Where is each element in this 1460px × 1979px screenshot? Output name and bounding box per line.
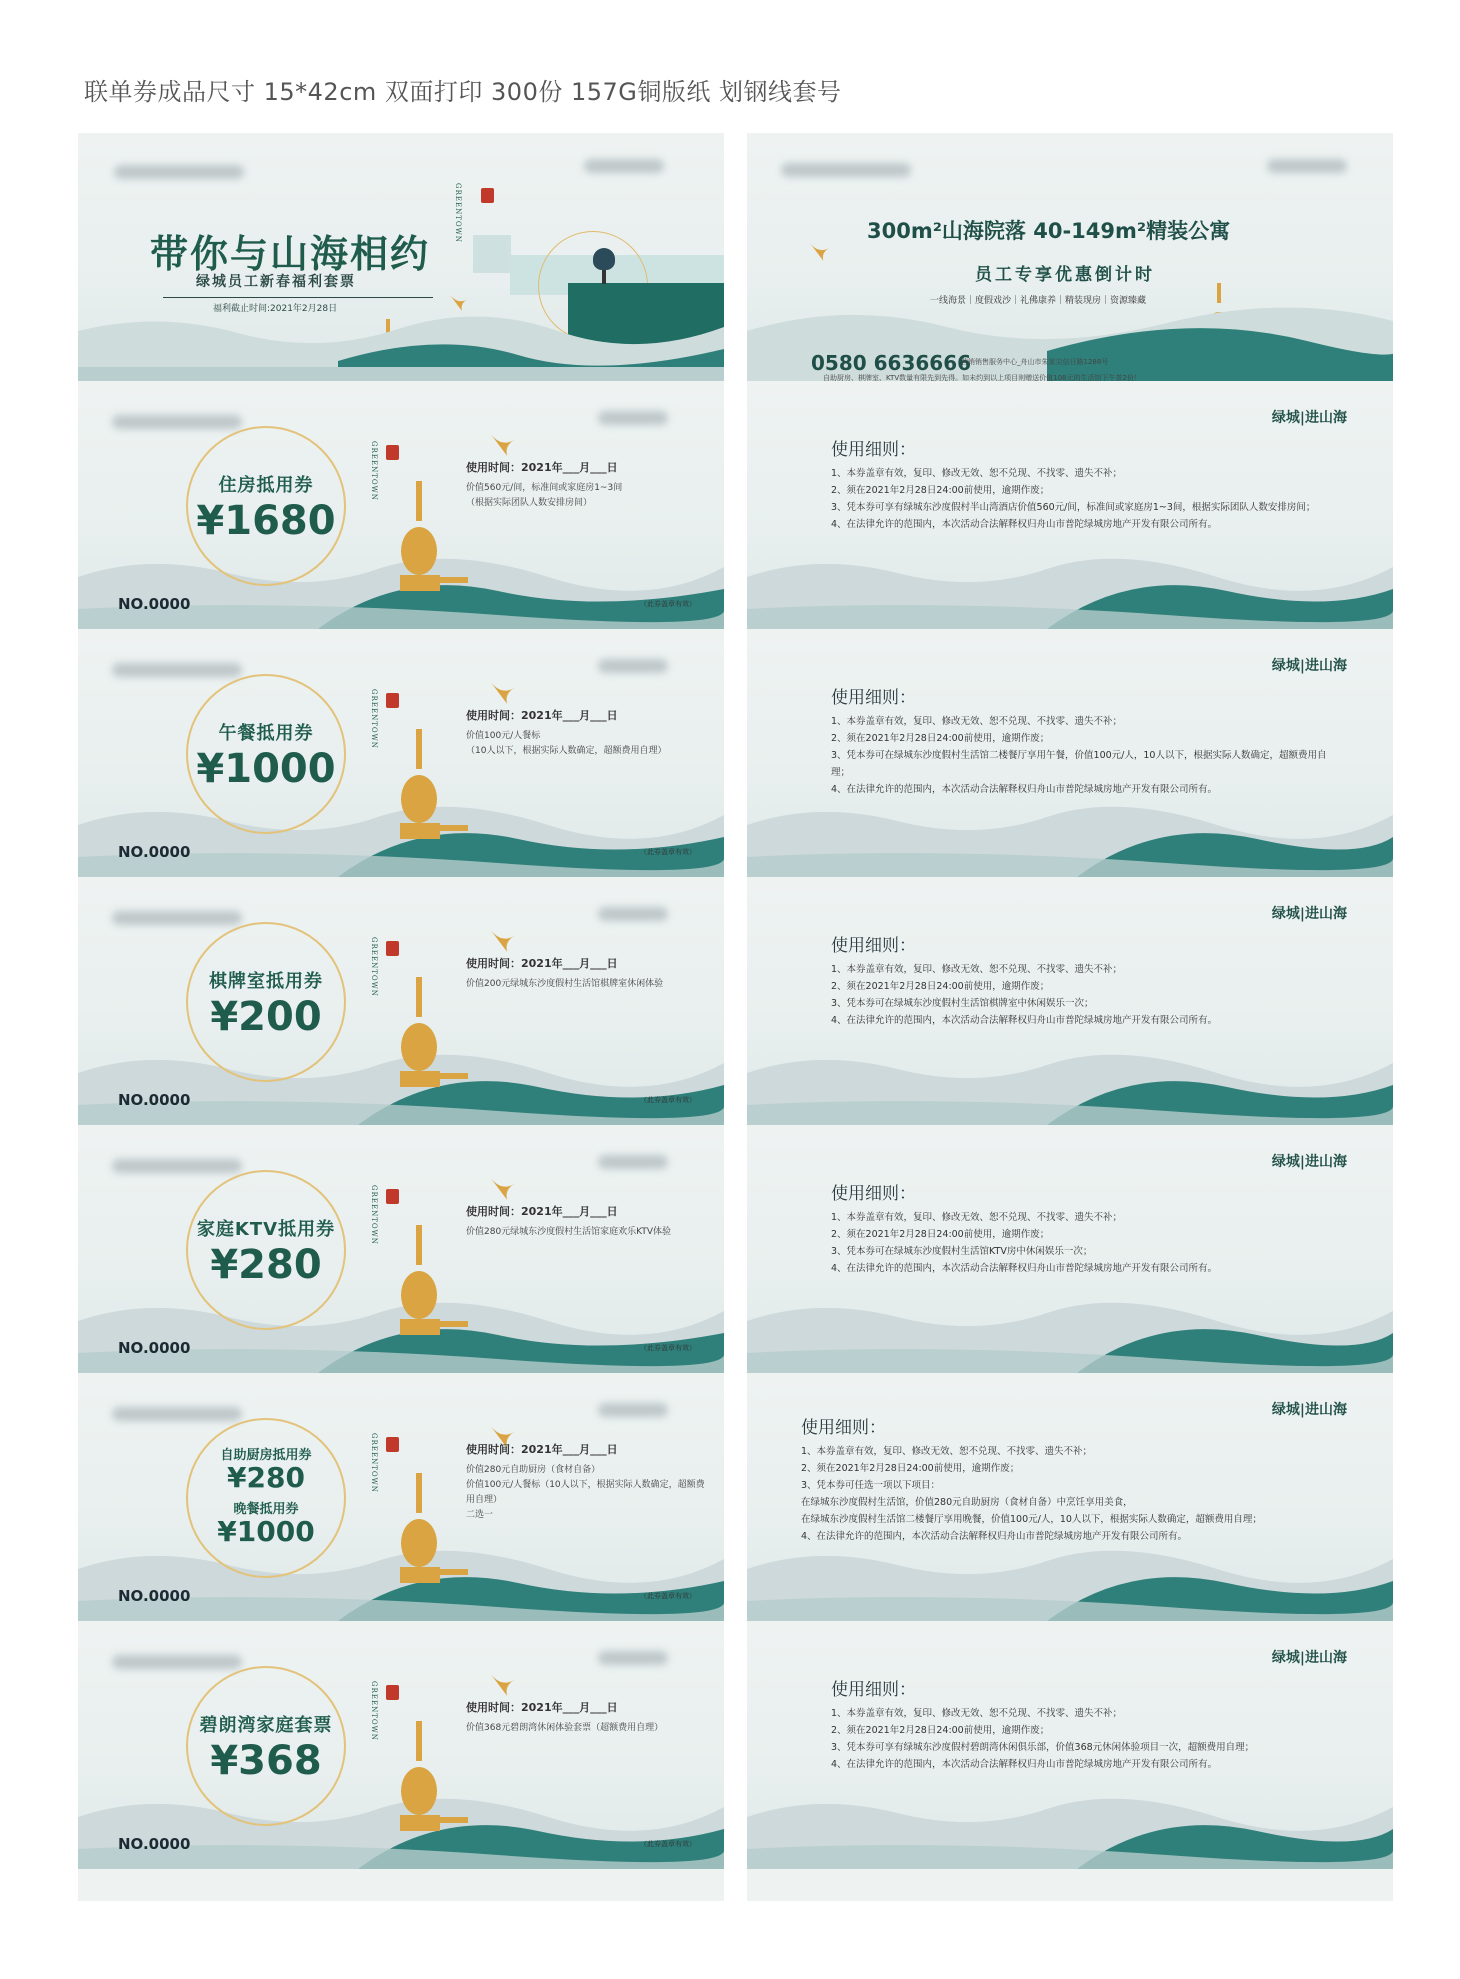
- rule-item: 4、在法律允许的范围内，本次活动合法解释权归舟山市普陀绿城房地产开发有限公司所有。: [831, 1759, 1218, 1770]
- coupon-panel: [78, 381, 724, 629]
- coupon-price: ¥368: [210, 1738, 322, 1784]
- description-line: 价值200元绿城东沙度假村生活馆棋牌室休闲体验: [466, 979, 664, 989]
- seal-icon: [386, 1437, 399, 1452]
- serial-number: NO.0000: [118, 1339, 191, 1357]
- coupon-name: 午餐抵用券: [218, 723, 314, 744]
- coupon-panel: [78, 877, 724, 1125]
- coupon-panel: [78, 629, 724, 877]
- coupon-price: ¥280: [227, 1461, 305, 1495]
- blurred-text: [112, 911, 242, 925]
- coupon-description: [466, 977, 706, 992]
- brand-vertical-text: GREENTOWN: [370, 1185, 378, 1245]
- stamp-valid-note: （此券盖章有效）: [640, 600, 696, 608]
- mountain-landscape: [78, 271, 724, 381]
- coupon-value-circle: [186, 674, 346, 834]
- mountain-landscape: [747, 519, 1393, 629]
- coupon-value-circle: [186, 426, 346, 586]
- seal-icon: [481, 188, 494, 203]
- stamp-valid-note: （此券盖章有效）: [640, 848, 696, 856]
- vase-icon: [398, 1721, 468, 1835]
- availability-note: 自助厨房、棋牌室、KTV数量有限先到先得。如未约到以上项目则赠送价值108元的生活馆下午茶2份！: [823, 374, 1141, 381]
- stamp-valid-note: （此券盖章有效）: [640, 1840, 696, 1848]
- seal-icon: [386, 693, 399, 708]
- serial-number: NO.0000: [118, 595, 191, 613]
- coupon-value-circle: [186, 1418, 346, 1578]
- serial-number: NO.0000: [118, 1587, 191, 1605]
- coupon-name: 棋牌室抵用券: [209, 971, 323, 992]
- serial-number: NO.0000: [118, 1091, 191, 1109]
- rule-item: 2、须在2021年2月28日24:00前使用，逾期作废；: [831, 1725, 1050, 1736]
- seal-icon: [386, 445, 399, 460]
- blurred-text: [112, 415, 242, 429]
- blurred-text: [1267, 159, 1347, 173]
- coupon-back-column: [747, 133, 1393, 1901]
- rules-panel: [747, 1125, 1393, 1373]
- coupon-panel: [78, 1125, 724, 1373]
- coupon-description: [466, 729, 706, 759]
- rule-item: 1、本券盖章有效，复印、修改无效、恕不兑现、不找零、遗失不补；: [831, 1212, 1123, 1223]
- use-time-field: 使用时间：2021年___月___日: [466, 1205, 618, 1218]
- mountain-landscape: [747, 1263, 1393, 1373]
- coupon-description: [466, 1721, 706, 1736]
- mountain-landscape: [747, 1759, 1393, 1869]
- greentown-logo: 绿城|进山海: [1271, 906, 1347, 922]
- rules-title: 使用细则：: [831, 688, 916, 708]
- rule-item: 3、凭本券可在绿城东沙度假村生活馆二楼餐厅享用午餐，价值100元/人，10人以下，根据实际人数确定，超额费用自理；: [831, 750, 1327, 778]
- serial-number: NO.0000: [118, 843, 191, 861]
- blurred-text: [112, 1655, 242, 1669]
- description-line: 二选一: [466, 1510, 494, 1520]
- mountain-landscape: [747, 1015, 1393, 1125]
- rule-item: 4、在法律允许的范围内，本次活动合法解释权归舟山市普陀绿城房地产开发有限公司所有。: [831, 1015, 1218, 1026]
- rules-title: 使用细则：: [831, 440, 916, 460]
- rules-panel: [747, 381, 1393, 629]
- coupon-value-circle: [186, 1170, 346, 1330]
- blurred-text: [598, 1403, 668, 1417]
- coupon-price: ¥200: [210, 994, 322, 1040]
- coupon-value-circle: [186, 922, 346, 1082]
- coupon-name-2: 晚餐抵用券: [233, 1502, 299, 1517]
- rule-item: 在绿城东沙度假村生活馆，价值280元自助厨房（食材自备）中烹饪享用美食，: [801, 1497, 1133, 1508]
- coupon-value-circle: [186, 1666, 346, 1826]
- coupon-description: [466, 481, 706, 511]
- use-time-field: 使用时间：2021年___月___日: [466, 461, 618, 474]
- rules-title: 使用细则：: [831, 936, 916, 956]
- description-line: （根据实际团队人数安排房间）: [466, 498, 593, 508]
- greentown-logo: 绿城|进山海: [1271, 1650, 1347, 1666]
- blurred-text: [584, 159, 664, 173]
- description-line: 价值368元碧朗湾休闲体验套票（超额费用自理）: [466, 1723, 664, 1733]
- greentown-logo: 绿城|进山海: [1271, 410, 1347, 426]
- coupon-front-column: [78, 133, 724, 1901]
- block-decoration: [473, 235, 511, 273]
- rule-item: 1、本券盖章有效，复印、修改无效、恕不兑现、不找零、遗失不补；: [831, 468, 1123, 479]
- rule-item: 2、须在2021年2月28日24:00前使用，逾期作废；: [831, 1229, 1050, 1240]
- rule-item: 3、凭本券可任选一项以下项目：: [801, 1480, 941, 1491]
- rule-item: 3、凭本券可享有绿城东沙度假村碧朗湾休闲俱乐部，价值368元休闲体验项目一次，超额费用自理；: [831, 1742, 1255, 1753]
- swallow-icon: [807, 241, 833, 263]
- rule-item: 1、本券盖章有效，复印、修改无效、恕不兑现、不找零、遗失不补；: [831, 964, 1123, 975]
- description-line: （10人以下，根据实际人数确定，超额费用自理）: [466, 746, 667, 756]
- brand-vertical-text: GREENTOWN: [370, 689, 378, 749]
- blurred-text: [598, 907, 668, 921]
- rules-list: [831, 713, 1331, 798]
- header-title: 带你与山海相约: [150, 231, 431, 276]
- rules-list: [831, 465, 1331, 533]
- brand-vertical-text: GREENTOWN: [370, 1681, 378, 1741]
- description-line: 价值560元/间，标准间或家庭房1~3间: [466, 483, 623, 493]
- coupon-name: 家庭KTV抵用券: [196, 1219, 336, 1240]
- brand-vertical-text: GREENTOWN: [370, 1433, 378, 1493]
- coupon-panel: [78, 1373, 724, 1621]
- back-header-panel: [747, 133, 1393, 381]
- vase-icon: [398, 977, 468, 1091]
- rules-title: 使用细则：: [801, 1418, 886, 1438]
- vase-icon: [398, 481, 468, 595]
- blurred-text: [114, 165, 244, 179]
- coupon-price: ¥1680: [196, 498, 336, 544]
- coupon-price: ¥1000: [196, 746, 336, 792]
- rules-list: [801, 1443, 1301, 1545]
- rule-item: 3、凭本券可在绿城东沙度假村生活馆KTV房中休闲娱乐一次；: [831, 1246, 1093, 1257]
- use-time-field: 使用时间：2021年___月___日: [466, 709, 618, 722]
- feature-tags: 一线海景｜度假戏沙｜礼佛康养｜精装现房｜资源臻藏: [930, 296, 1147, 306]
- rule-item: 3、凭本券可在绿城东沙度假村生活馆棋牌室中休闲娱乐一次；: [831, 998, 1094, 1009]
- print-spec-note: 联单券成品尺寸 15*42cm 双面打印 300份 157G铜版纸 划钢线套号: [84, 78, 842, 106]
- rules-list: [831, 961, 1331, 1029]
- blurred-text: [781, 163, 911, 177]
- rule-item: 2、须在2021年2月28日24:00前使用，逾期作废；: [831, 981, 1050, 992]
- lamp-icon: [593, 248, 615, 270]
- greentown-logo: 绿城|进山海: [1271, 658, 1347, 674]
- brand-vertical-text: GREENTOWN: [370, 937, 378, 997]
- phone-number[interactable]: 0580 6636666: [811, 351, 972, 375]
- blurred-text: [598, 411, 668, 425]
- stamp-valid-note: （此券盖章有效）: [640, 1344, 696, 1352]
- rules-panel: [747, 1373, 1393, 1621]
- property-headline: 300m²山海院落 40-149m²精装公寓: [867, 219, 1231, 243]
- rule-item: 4、在法律允许的范围内，本次活动合法解释权归舟山市普陀绿城房地产开发有限公司所有。: [831, 519, 1218, 530]
- blurred-text: [112, 1407, 242, 1421]
- blurred-text: [598, 1155, 668, 1169]
- rules-panel: [747, 877, 1393, 1125]
- coupon-description: [466, 1463, 706, 1523]
- coupon-header-panel: [78, 133, 724, 381]
- greentown-logo: 绿城|进山海: [1271, 1154, 1347, 1170]
- use-time-field: 使用时间：2021年___月___日: [466, 957, 618, 970]
- rule-item: 4、在法律允许的范围内，本次活动合法解释权归舟山市普陀绿城房地产开发有限公司所有。: [831, 784, 1218, 795]
- rule-item: 2、须在2021年2月28日24:00前使用，逾期作废；: [831, 485, 1050, 496]
- seal-icon: [386, 1685, 399, 1700]
- blurred-text: [598, 1651, 668, 1665]
- blurred-text: [112, 1159, 242, 1173]
- seal-icon: [386, 1189, 399, 1204]
- description-line: 价值100元/人餐标: [466, 731, 541, 741]
- blurred-text: [112, 663, 242, 677]
- greentown-logo: 绿城|进山海: [1271, 1402, 1347, 1418]
- stamp-valid-note: （此券盖章有效）: [640, 1096, 696, 1104]
- coupon-name: 住房抵用券: [218, 475, 314, 496]
- vase-icon: [398, 1225, 468, 1339]
- vase-icon: [398, 1473, 468, 1587]
- brand-vertical-text: GREENTOWN: [370, 441, 378, 501]
- rule-item: 4、在法律允许的范围内，本次活动合法解释权归舟山市普陀绿城房地产开发有限公司所有。: [831, 1263, 1218, 1274]
- rule-item: 4、在法律允许的范围内，本次活动合法解释权归舟山市普陀绿城房地产开发有限公司所有。: [801, 1531, 1188, 1542]
- rules-title: 使用细则：: [831, 1680, 916, 1700]
- rules-panel: [747, 1621, 1393, 1869]
- sales-address: 营销销售服务中心_舟山市朱家尖信日路1288号: [961, 358, 1109, 366]
- coupon-panel: [78, 1621, 724, 1869]
- rule-item: 2、须在2021年2月28日24:00前使用，逾期作废；: [831, 733, 1050, 744]
- brand-vertical-text: GREENTOWN: [454, 183, 462, 243]
- description-line: 价值100元/人餐标（10人以下，根据实际人数确定，超额费用自理）: [466, 1480, 705, 1505]
- rules-panel: [747, 629, 1393, 877]
- countdown-subtitle: 员工专享优惠倒计时: [975, 265, 1155, 285]
- coupon-name: 自助厨房抵用券: [220, 1448, 312, 1464]
- coupon-price: ¥280: [210, 1242, 322, 1288]
- rules-list: [831, 1705, 1331, 1773]
- rule-item: 3、凭本券可享有绿城东沙度假村半山湾酒店价值560元/间，标准间或家庭房1~3间，根据实际团队人数安排房间；: [831, 502, 1316, 513]
- blurred-text: [598, 659, 668, 673]
- coupon-price-2: ¥1000: [217, 1515, 315, 1548]
- seal-icon: [386, 941, 399, 956]
- rule-item: 1、本券盖章有效，复印、修改无效、恕不兑现、不找零、遗失不补；: [831, 1708, 1123, 1719]
- use-time-field: 使用时间：2021年___月___日: [466, 1443, 618, 1456]
- rules-title: 使用细则：: [831, 1184, 916, 1204]
- description-line: 价值280元绿城东沙度假村生活馆家庭欢乐KTV体验: [466, 1227, 672, 1237]
- benefit-deadline: 福利截止时间:2021年2月28日: [213, 304, 338, 314]
- stamp-valid-note: （此券盖章有效）: [640, 1592, 696, 1600]
- header-subtitle: 绿城员工新春福利套票: [196, 274, 356, 290]
- coupon-name: 碧朗湾家庭套票: [199, 1715, 333, 1736]
- serial-number: NO.0000: [118, 1835, 191, 1853]
- use-time-field: 使用时间：2021年___月___日: [466, 1701, 618, 1714]
- coupon-description: [466, 1225, 706, 1240]
- description-line: 价值280元自助厨房（食材自备）: [466, 1465, 601, 1475]
- vase-icon: [398, 729, 468, 843]
- rule-item: 在绿城东沙度假村生活馆二楼餐厅享用晚餐，价值100元/人，10人以下，根据实际人数确定，超额费用自理；: [801, 1514, 1262, 1525]
- rule-item: 1、本券盖章有效，复印、修改无效、恕不兑现、不找零、遗失不补；: [831, 716, 1123, 727]
- rule-item: 2、须在2021年2月28日24:00前使用，逾期作废；: [801, 1463, 1020, 1474]
- rules-list: [831, 1209, 1331, 1277]
- rule-item: 1、本券盖章有效，复印、修改无效、恕不兑现、不找零、遗失不补；: [801, 1446, 1093, 1457]
